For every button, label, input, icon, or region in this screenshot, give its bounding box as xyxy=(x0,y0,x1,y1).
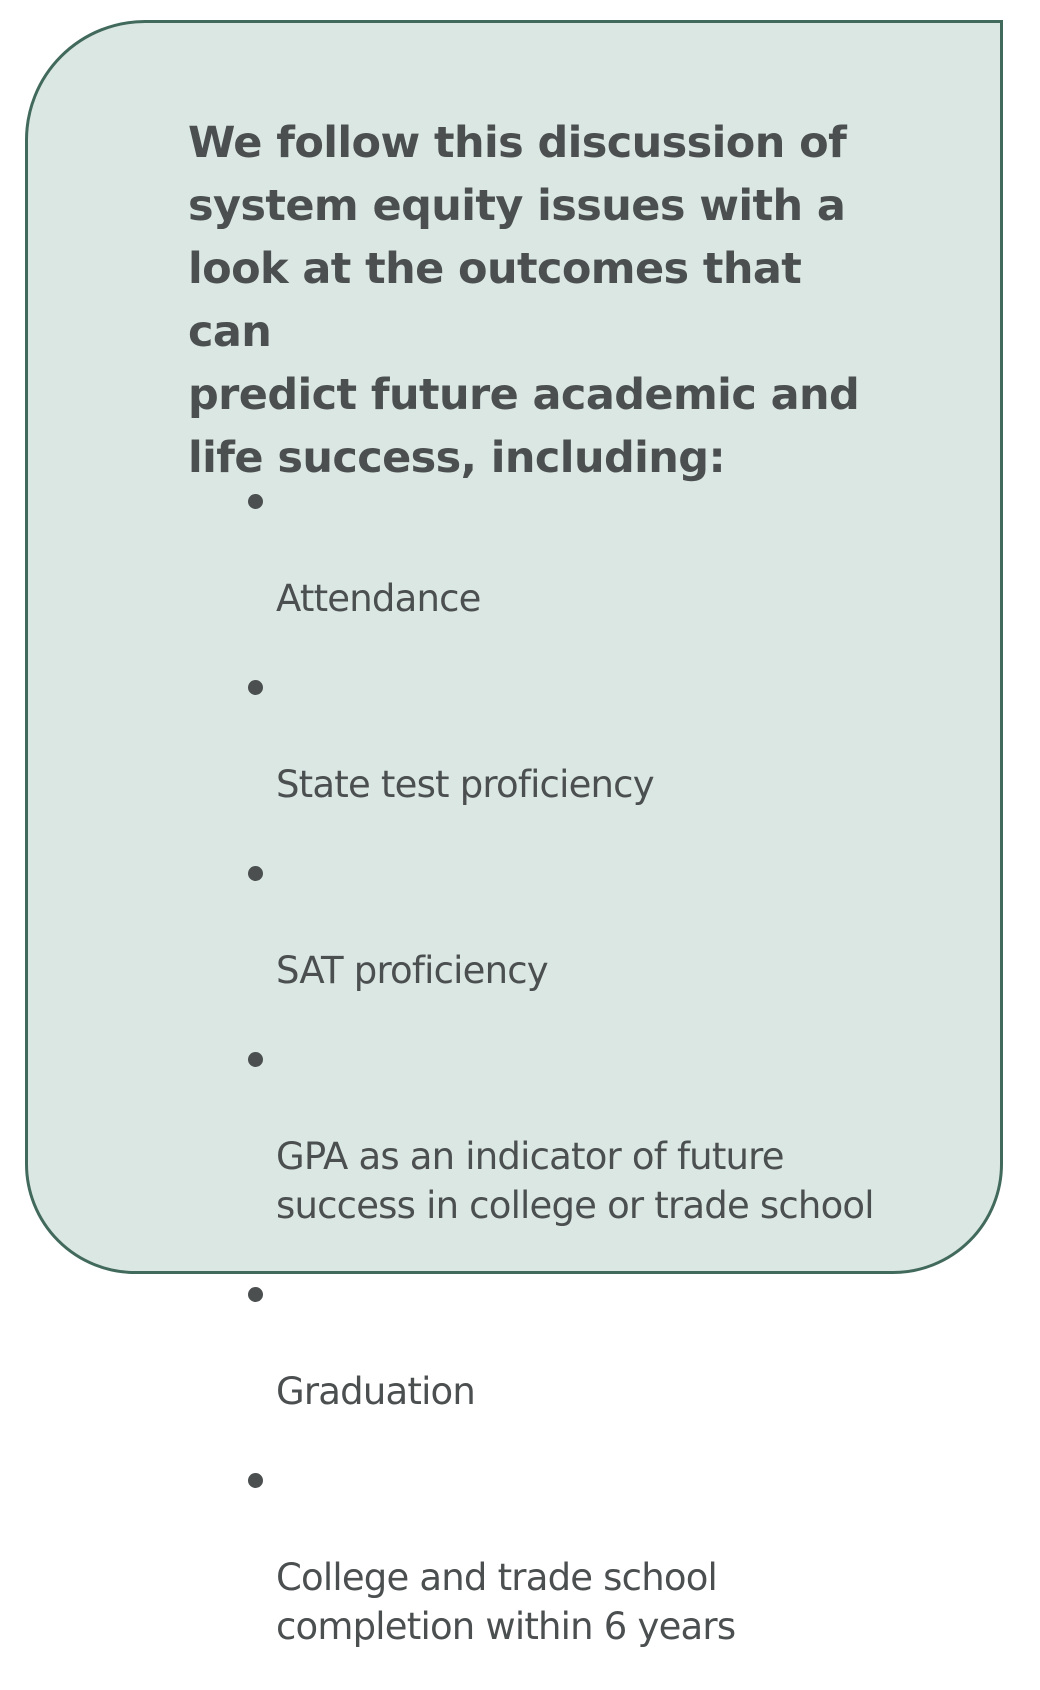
list-item xyxy=(246,1269,874,1416)
bullet-icon xyxy=(248,1287,263,1302)
bullet-icon xyxy=(248,494,263,509)
list-item-text: GPA as an indicator of future success in college or trade school xyxy=(276,1135,874,1227)
list-item xyxy=(246,662,874,809)
intro-paragraph: We follow this discussion of system equity issues with a look at the outcomes that can predict future academic and life success, including: xyxy=(188,118,860,483)
list-item-text: State test proficiency xyxy=(276,763,654,806)
list-item-text: College and trade school completion within 6 years xyxy=(276,1556,736,1648)
bullet-icon xyxy=(248,1473,263,1488)
list-item xyxy=(246,476,874,623)
list-item xyxy=(246,1455,874,1651)
outcomes-list xyxy=(246,476,874,1690)
list-item xyxy=(246,848,874,995)
bullet-icon xyxy=(248,680,263,695)
bullet-icon xyxy=(248,1052,263,1067)
list-item xyxy=(246,1034,874,1230)
list-item-text: SAT proficiency xyxy=(276,949,548,992)
bullet-icon xyxy=(248,866,263,881)
list-item-text: Attendance xyxy=(276,577,481,620)
list-item-text: Graduation xyxy=(276,1370,476,1413)
